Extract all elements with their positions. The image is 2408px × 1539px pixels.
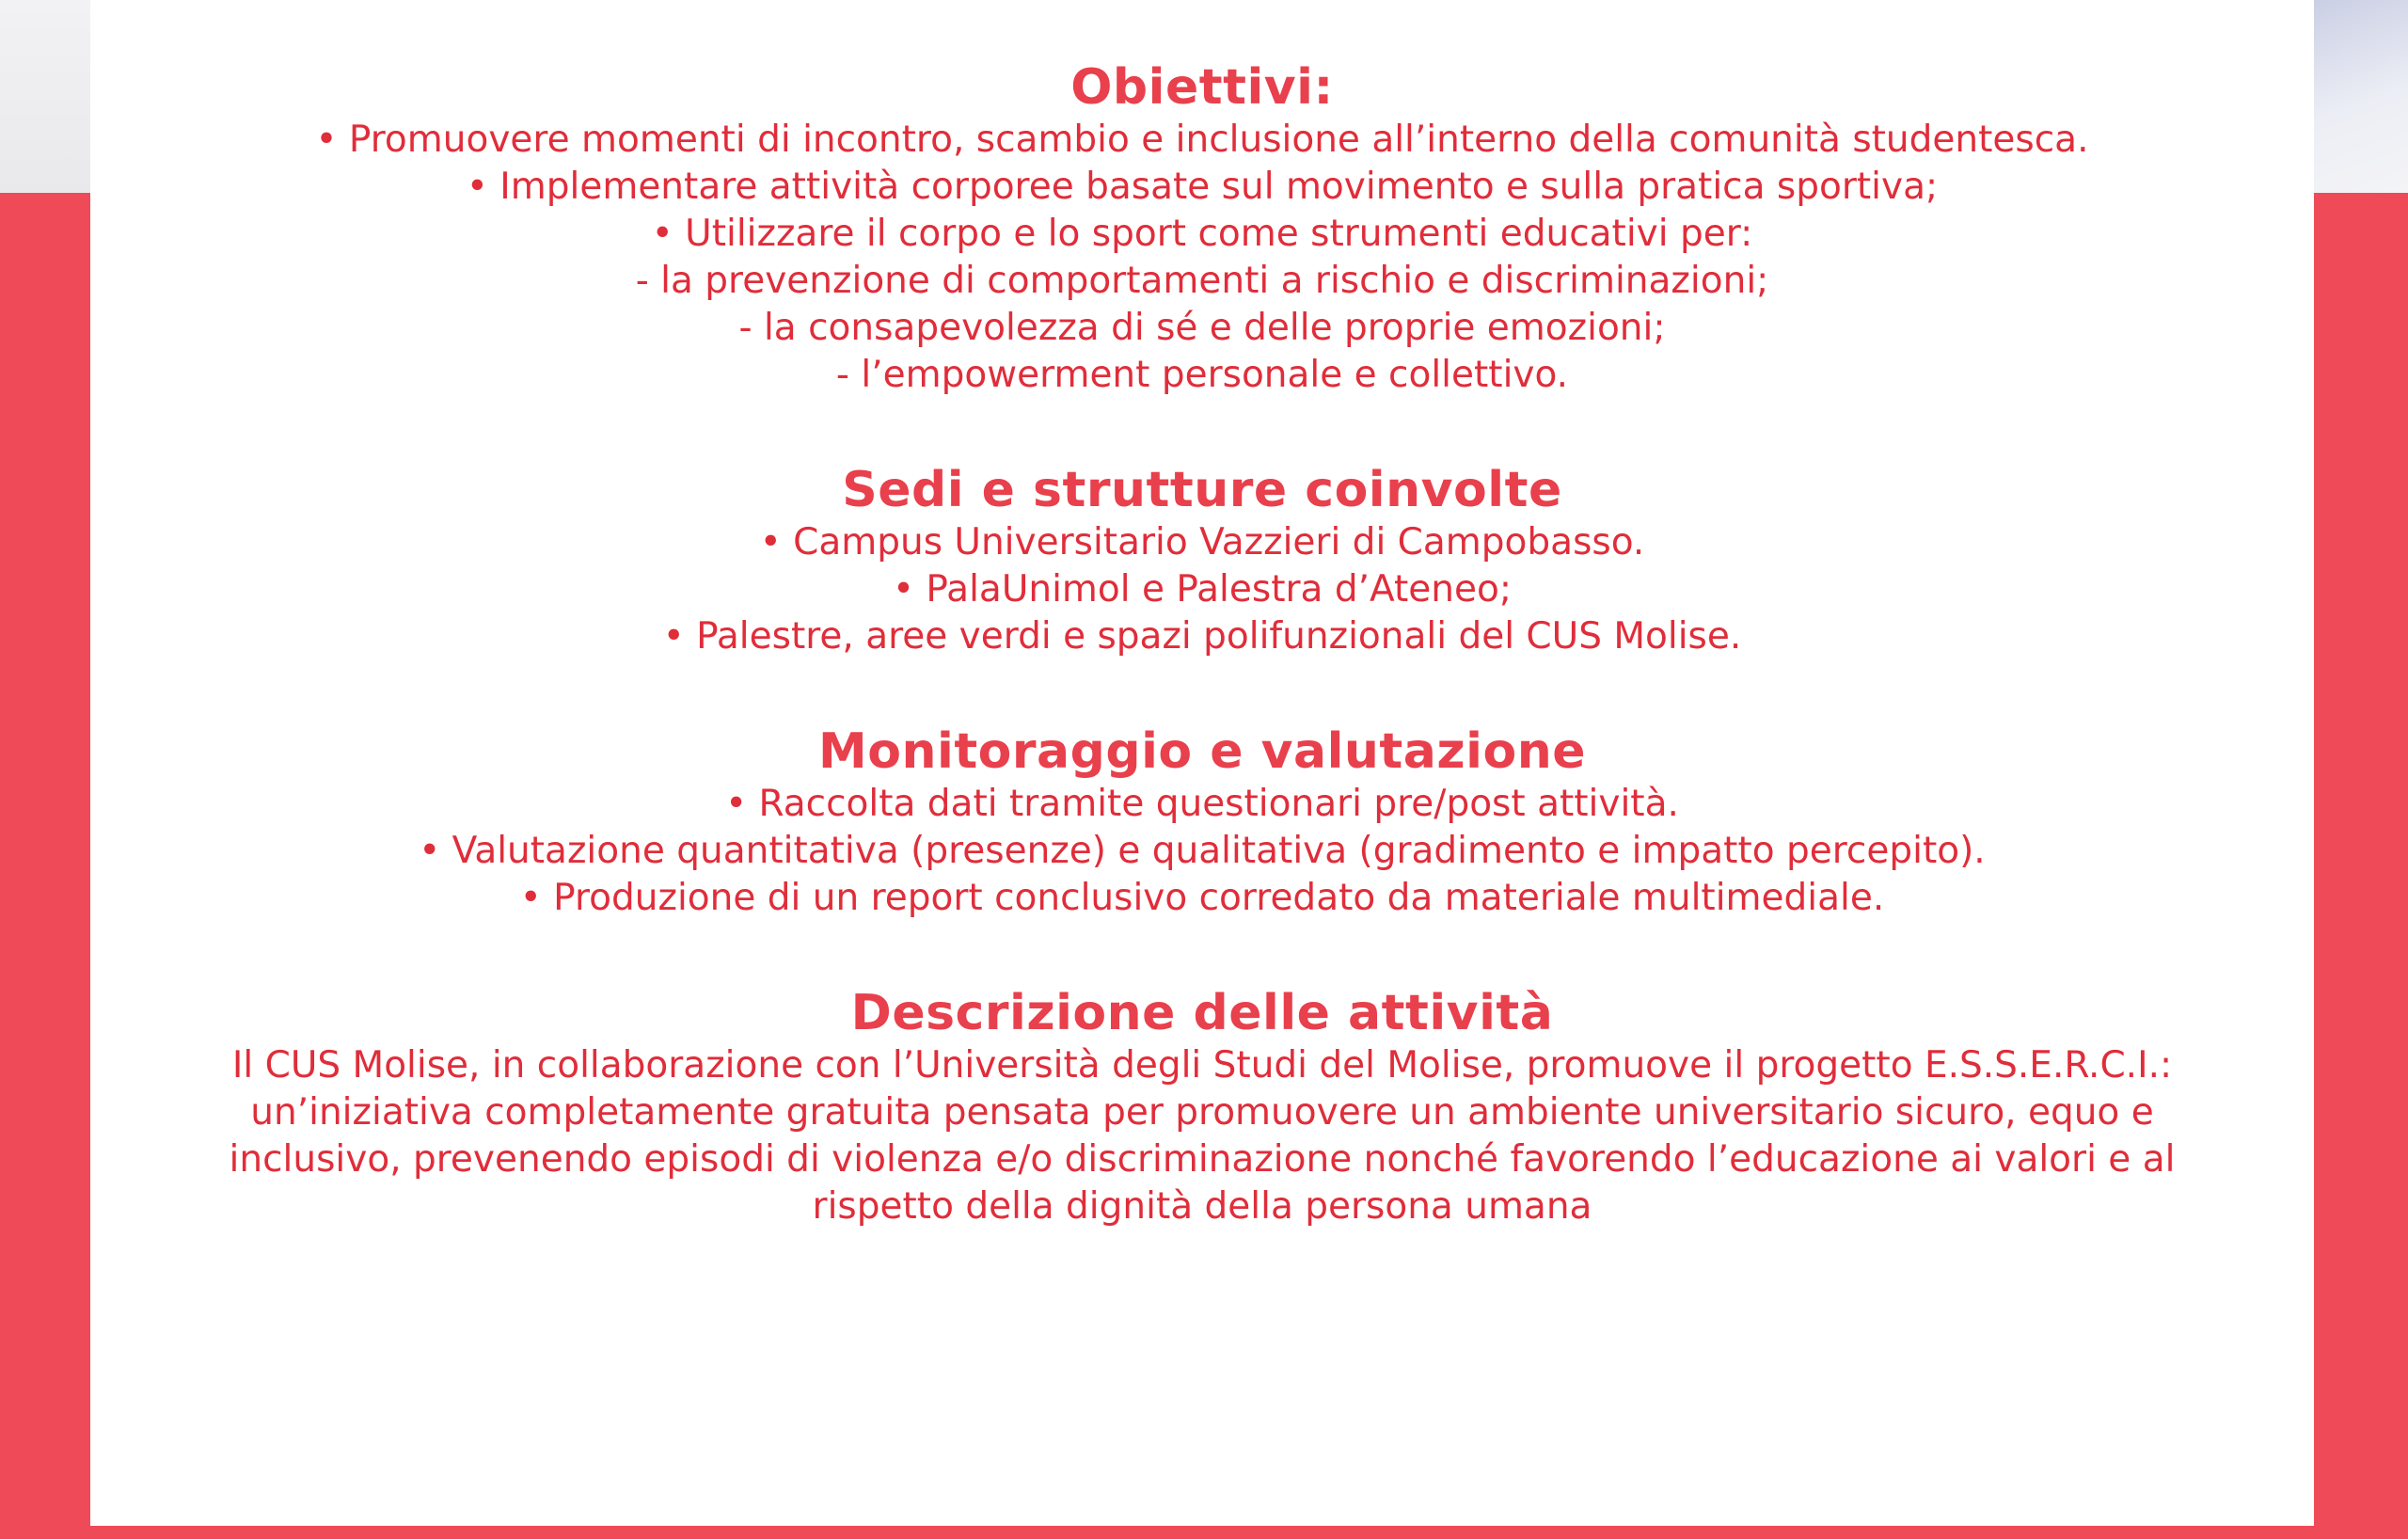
section-descrizione: [90, 984, 2314, 1230]
sedi-line: • Campus Universitario Vazzieri di Campobasso.: [759, 521, 1645, 563]
descrizione-line: Il CUS Molise, in collaborazione con l’Università degli Studi del Molise, promuove il progetto E.S.S.E.R.C.I.:: [231, 1044, 2173, 1087]
monitoraggio-line: • Valutazione quantitativa (presenze) e qualitativa (gradimento e impatto percepito).: [419, 830, 1986, 872]
obiettivi-line: • Utilizzare il corpo e lo sport come strumenti educativi per:: [651, 213, 1753, 255]
section-title-sedi: Sedi e strutture coinvolte: [842, 462, 1562, 518]
obiettivi-line: - la prevenzione di comportamenti a rischio e discriminazioni;: [635, 260, 1769, 302]
section-obiettivi: [90, 58, 2314, 399]
descrizione-line: rispetto della dignità della persona umana: [812, 1185, 1592, 1228]
monitoraggio-line: • Raccolta dati tramite questionari pre/post attività.: [725, 783, 1679, 825]
monitoraggio-line: • Produzione di un report conclusivo corredato da materiale multimediale.: [519, 877, 1885, 919]
descrizione-body: [163, 1042, 2242, 1230]
obiettivi-line: - l’empowerment personale e collettivo.: [835, 354, 1569, 396]
descrizione-line: un’iniziativa completamente gratuita pensata per promuovere un ambiente universitario sicuro, equo e: [250, 1091, 2154, 1134]
content-card: [90, 0, 2314, 1526]
section-title-monitoraggio: Monitoraggio e valutazione: [818, 723, 1586, 780]
document-content: [90, 58, 2314, 1293]
sedi-line: • Palestre, aree verdi e spazi polifunzionali del CUS Molise.: [662, 615, 1742, 658]
sedi-line: • PalaUnimol e Palestra d’Ateneo;: [893, 568, 1512, 611]
section-monitoraggio: [90, 722, 2314, 922]
obiettivi-line: • Promuovere momenti di incontro, scambio e inclusione all’interno della comunità studentesca.: [315, 119, 2089, 161]
section-title-obiettivi: Obiettivi:: [1070, 59, 1334, 116]
section-sedi: [90, 461, 2314, 660]
descrizione-line: inclusivo, prevenendo episodi di violenza e/o discriminazione nonché favorendo l’educazione ai valori e al: [229, 1138, 2176, 1181]
obiettivi-line: • Implementare attività corporee basate sul movimento e sulla pratica sportiva;: [466, 166, 1939, 208]
obiettivi-line: - la consapevolezza di sé e delle proprie emozioni;: [738, 307, 1666, 349]
section-title-descrizione: Descrizione delle attività: [850, 985, 1554, 1041]
